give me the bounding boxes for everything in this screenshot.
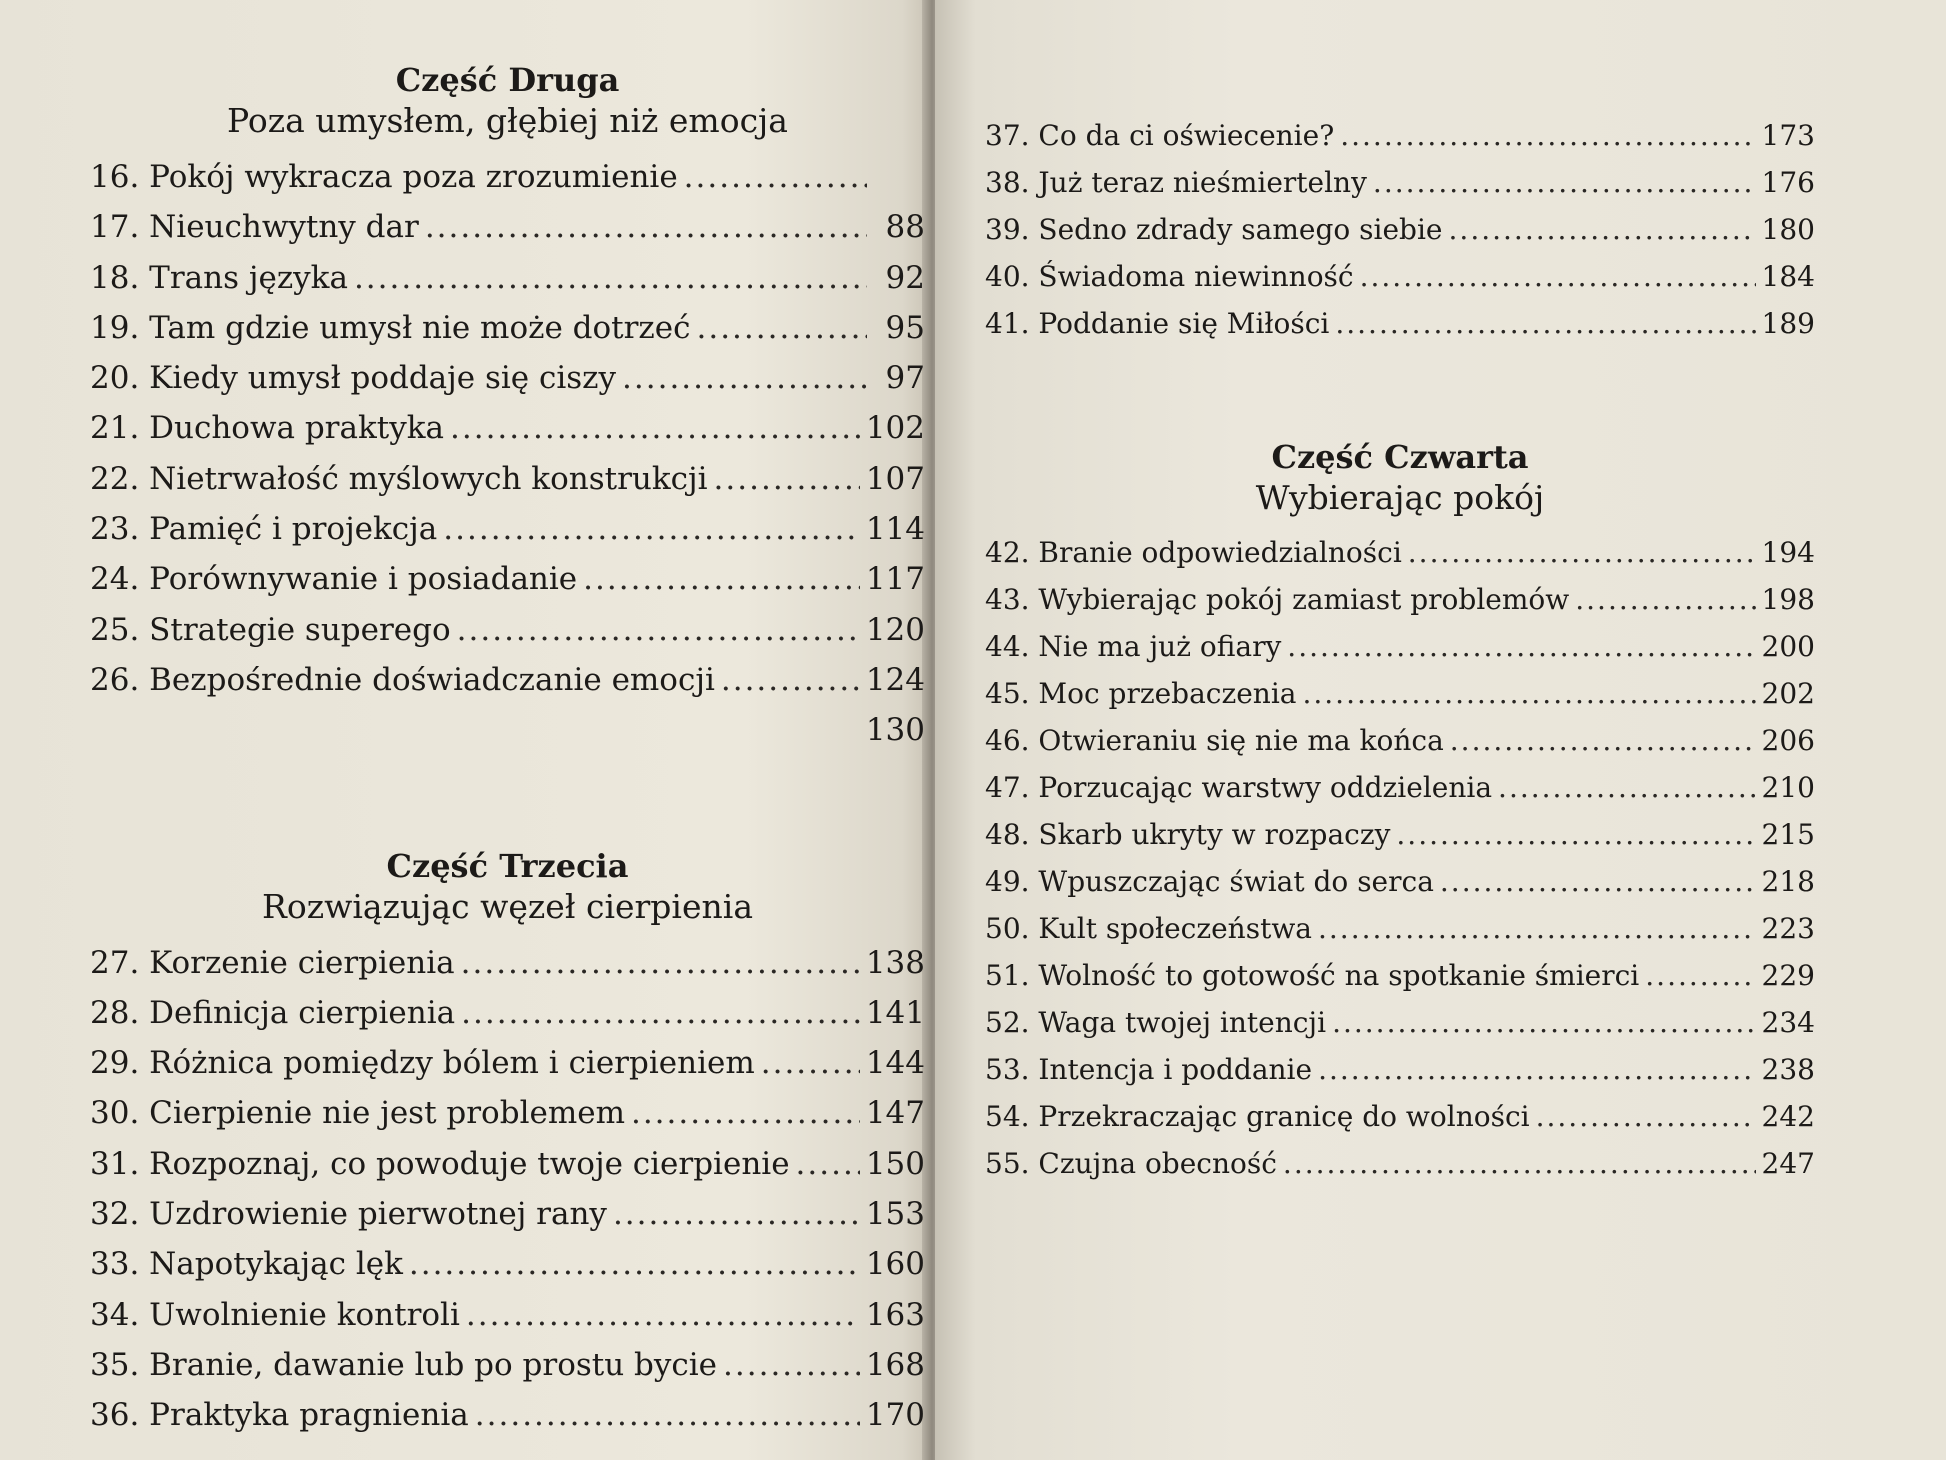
toc-page-number: 189 <box>1761 307 1815 340</box>
toc-entry <box>985 670 1815 717</box>
toc-dot-leader <box>1283 1140 1756 1187</box>
toc-dot-leader <box>1318 1046 1755 1093</box>
toc-entry-title: 22. Nietrwałość myślowych konstrukcji <box>90 460 708 497</box>
toc-entry <box>985 905 1815 952</box>
toc-entry-title: 49. Wpuszczając świat do serca <box>985 865 1434 898</box>
toc-entry <box>985 159 1815 206</box>
toc-page-number: 176 <box>1761 166 1815 199</box>
toc-page-number: 153 <box>865 1196 925 1233</box>
toc-entry-title: 43. Wybierając pokój zamiast problemów <box>985 583 1570 616</box>
toc-page-number: 234 <box>1761 1006 1815 1039</box>
toc-dot-leader <box>684 152 867 202</box>
toc-entry <box>90 1189 925 1239</box>
toc-dot-leader <box>761 1038 860 1088</box>
toc-entry <box>90 504 925 554</box>
toc-page-number: 97 <box>885 360 925 397</box>
toc-dot-leader <box>1318 905 1756 952</box>
toc-entry-title: 48. Skarb ukryty w rozpaczy <box>985 818 1391 851</box>
toc-dot-leader <box>1408 529 1756 576</box>
toc-page-number: 173 <box>1761 119 1815 152</box>
toc-entry <box>90 1290 925 1340</box>
toc-entry-title: 29. Różnica pomiędzy bólem i cierpieniem <box>90 1045 755 1082</box>
toc-dot-leader <box>425 202 867 252</box>
toc-dot-leader <box>1340 112 1755 159</box>
toc-entry-title: 44. Nie ma już ofiary <box>985 630 1282 663</box>
toc-page-number: 202 <box>1761 677 1815 710</box>
toc-dot-leader <box>796 1139 860 1189</box>
toc-dot-leader <box>1645 952 1755 999</box>
toc-entry <box>90 655 925 705</box>
toc-entry <box>90 303 925 353</box>
toc-page-number: 218 <box>1761 865 1815 898</box>
toc-dot-leader <box>583 554 860 604</box>
toc-entry <box>90 403 925 453</box>
toc-entry-title: 52. Waga twojej intencji <box>985 1006 1327 1039</box>
toc-dot-leader <box>450 403 860 453</box>
toc-dot-leader <box>1536 1093 1756 1140</box>
toc-entry-title: 39. Sedno zdrady samego siebie <box>985 213 1443 246</box>
toc-page-number: 206 <box>1761 724 1815 757</box>
toc-dot-leader <box>1302 670 1755 717</box>
toc-entry-title: 25. Strategie superego <box>90 611 451 648</box>
toc-page-number: 114 <box>865 511 925 548</box>
toc-entry-title: 31. Rozpoznaj, co powoduje twoje cierpienie <box>90 1145 790 1182</box>
toc-dot-leader <box>1440 858 1756 905</box>
toc-page-number: 144 <box>865 1045 925 1082</box>
toc-entry-title: 30. Cierpienie nie jest problemem <box>90 1095 625 1132</box>
toc-entry-title: 24. Porównywanie i posiadanie <box>90 561 578 598</box>
right-toc-column <box>985 112 1815 1187</box>
toc-entry <box>90 1139 925 1189</box>
toc-entry-title: 55. Czujna obecność <box>985 1147 1277 1180</box>
toc-page-number: 150 <box>865 1145 925 1182</box>
toc-entry <box>985 811 1815 858</box>
toc-page-number: 107 <box>865 460 925 497</box>
part-four-list <box>985 529 1815 1187</box>
toc-page-number: 130 <box>865 712 925 749</box>
toc-entry-title: 32. Uzdrowienie pierwotnej rany <box>90 1196 607 1233</box>
toc-dot-leader <box>723 1340 860 1390</box>
toc-page-number: 229 <box>1761 959 1815 992</box>
toc-entry-title: 42. Branie odpowiedzialności <box>985 536 1402 569</box>
toc-dot-leader <box>1450 717 1756 764</box>
toc-entry <box>985 1093 1815 1140</box>
toc-entry-title: 47. Porzucając warstwy oddzielenia <box>985 771 1493 804</box>
toc-page-number: 180 <box>1761 213 1815 246</box>
toc-page-number: 160 <box>865 1246 925 1283</box>
toc-entry-title: 38. Już teraz nieśmiertelny <box>985 166 1367 199</box>
toc-entry <box>985 576 1815 623</box>
toc-dot-leader <box>1449 206 1756 253</box>
toc-entry-title: 21. Duchowa praktyka <box>90 410 445 447</box>
part-three-list <box>90 938 925 1441</box>
toc-entry <box>985 952 1815 999</box>
toc-page-number: 147 <box>865 1095 925 1132</box>
toc-page-number: 210 <box>1761 771 1815 804</box>
toc-page-number: 215 <box>1761 818 1815 851</box>
toc-entry <box>985 764 1815 811</box>
toc-dot-leader <box>714 454 860 504</box>
toc-entry-title: 18. Trans języka <box>90 259 348 296</box>
toc-page-number: 198 <box>1761 583 1815 616</box>
toc-dot-leader <box>1332 999 1755 1046</box>
part-four-subtitle: Wybierając pokój <box>1255 478 1545 517</box>
toc-entry <box>90 152 925 202</box>
toc-entry-title: 50. Kult społeczeństwa <box>985 912 1312 945</box>
toc-entry-title: 19. Tam gdzie umysł nie może dotrzeć <box>90 309 691 346</box>
toc-dot-leader <box>354 253 867 303</box>
toc-entry-title: 17. Nieuchwytny dar <box>90 209 419 246</box>
toc-entry <box>90 202 925 252</box>
toc-page-number: 92 <box>885 259 925 296</box>
toc-page-number: 117 <box>865 561 925 598</box>
toc-page-number: 247 <box>1761 1147 1815 1180</box>
toc-entry <box>985 717 1815 764</box>
toc-entry-title: 51. Wolność to gotowość na spotkanie śmierci <box>985 959 1640 992</box>
toc-page-number: 95 <box>885 309 925 346</box>
toc-dot-leader <box>1360 253 1756 300</box>
toc-entry <box>90 1239 925 1289</box>
toc-entry-title: 36. Praktyka pragnienia <box>90 1397 469 1434</box>
toc-entry <box>90 454 925 504</box>
toc-dot-leader <box>1498 764 1756 811</box>
toc-page-number: 124 <box>865 661 925 698</box>
toc-page-number: 168 <box>865 1346 925 1383</box>
toc-entry-title: 28. Definicja cierpienia <box>90 994 456 1031</box>
toc-dot-leader <box>443 504 860 554</box>
toc-entry <box>90 1390 925 1440</box>
part-three-heading: Część Trzecia <box>386 846 629 885</box>
toc-entry-title: 45. Moc przebaczenia <box>985 677 1297 710</box>
toc-entry <box>985 300 1815 347</box>
toc-entry <box>90 1340 925 1390</box>
part-three-subtitle: Rozwiązując węzeł cierpienia <box>261 886 753 926</box>
toc-entry <box>985 206 1815 253</box>
toc-dot-leader <box>1575 576 1755 623</box>
toc-entry <box>90 605 925 655</box>
toc-dot-leader <box>409 1239 860 1289</box>
toc-entry-title: 37. Co da ci oświecenie? <box>985 119 1335 152</box>
toc-entry-title: 27. Korzenie cierpienia <box>90 944 455 981</box>
toc-entry <box>985 623 1815 670</box>
toc-entry-title: 46. Otwieraniu się nie ma końca <box>985 724 1444 757</box>
part-three-continued-list <box>985 112 1815 347</box>
toc-dot-leader <box>631 1088 860 1138</box>
toc-entry <box>985 253 1815 300</box>
toc-entry-title: 54. Przekraczając granicę do wolności <box>985 1100 1530 1133</box>
part-two-heading: Część Druga <box>395 61 620 99</box>
toc-dot-leader <box>466 1290 860 1340</box>
toc-page-number: 194 <box>1761 536 1815 569</box>
toc-entry <box>90 554 925 604</box>
toc-entry-title: 23. Pamięć i projekcja <box>90 511 438 548</box>
toc-page-number: 170 <box>865 1397 925 1434</box>
toc-dot-leader <box>457 605 860 655</box>
toc-entry <box>985 529 1815 576</box>
part-two-list <box>90 152 925 756</box>
toc-page-number: 200 <box>1761 630 1815 663</box>
toc-entry-title: 40. Świadoma niewinność <box>985 260 1354 293</box>
toc-entry <box>985 1046 1815 1093</box>
toc-entry <box>90 1038 925 1088</box>
toc-entry <box>985 858 1815 905</box>
toc-page-number: 141 <box>865 994 925 1031</box>
toc-page-number: 238 <box>1761 1053 1815 1086</box>
toc-dot-leader <box>461 938 860 988</box>
toc-entry <box>90 253 925 303</box>
toc-entry-title: 26. Bezpośrednie doświadczanie emocji <box>90 661 715 698</box>
toc-page-number: 242 <box>1761 1100 1815 1133</box>
part-four-heading: Część Czwarta <box>1271 438 1529 476</box>
toc-dot-leader <box>461 988 860 1038</box>
toc-dot-leader <box>613 1189 860 1239</box>
toc-dot-leader <box>1396 811 1755 858</box>
toc-page-number: 120 <box>865 611 925 648</box>
toc-entry <box>90 938 925 988</box>
toc-page-number: 102 <box>865 410 925 447</box>
toc-dot-leader <box>1287 623 1755 670</box>
toc-entry-title: 34. Uwolnienie kontroli <box>90 1296 460 1333</box>
toc-page-number: 223 <box>1761 912 1815 945</box>
toc-entry-title: 20. Kiedy umysł poddaje się ciszy <box>90 360 617 397</box>
toc-entry <box>985 1140 1815 1187</box>
toc-entry <box>985 112 1815 159</box>
toc-entry-title: 33. Napotykając lęk <box>90 1246 403 1283</box>
toc-entry-title: 16. Pokój wykracza poza zrozumienie <box>90 159 678 195</box>
toc-page-number: 88 <box>885 209 925 246</box>
toc-dot-leader <box>721 655 860 705</box>
toc-entry-title: 35. Branie, dawanie lub po prostu bycie <box>90 1346 718 1383</box>
toc-dot-leader <box>1373 159 1756 206</box>
toc-page-number: 163 <box>865 1296 925 1333</box>
toc-page-number: 138 <box>865 944 925 981</box>
toc-dot-leader <box>622 353 867 403</box>
toc-entry <box>90 988 925 1038</box>
toc-entry-title: 41. Poddanie się Miłości <box>985 307 1330 340</box>
toc-dot-leader <box>1335 300 1755 347</box>
toc-dot-leader <box>475 1390 860 1440</box>
toc-entry <box>90 353 925 403</box>
toc-page-number: 184 <box>1761 260 1815 293</box>
toc-entry-title: 53. Intencja i poddanie <box>985 1053 1313 1086</box>
toc-entry <box>90 1088 925 1138</box>
toc-dot-leader <box>696 303 867 353</box>
toc-entry <box>90 705 925 755</box>
part-two-subtitle: Poza umysłem, głębiej niż emocja <box>227 101 788 140</box>
left-toc-column <box>90 60 925 1441</box>
toc-entry <box>985 999 1815 1046</box>
